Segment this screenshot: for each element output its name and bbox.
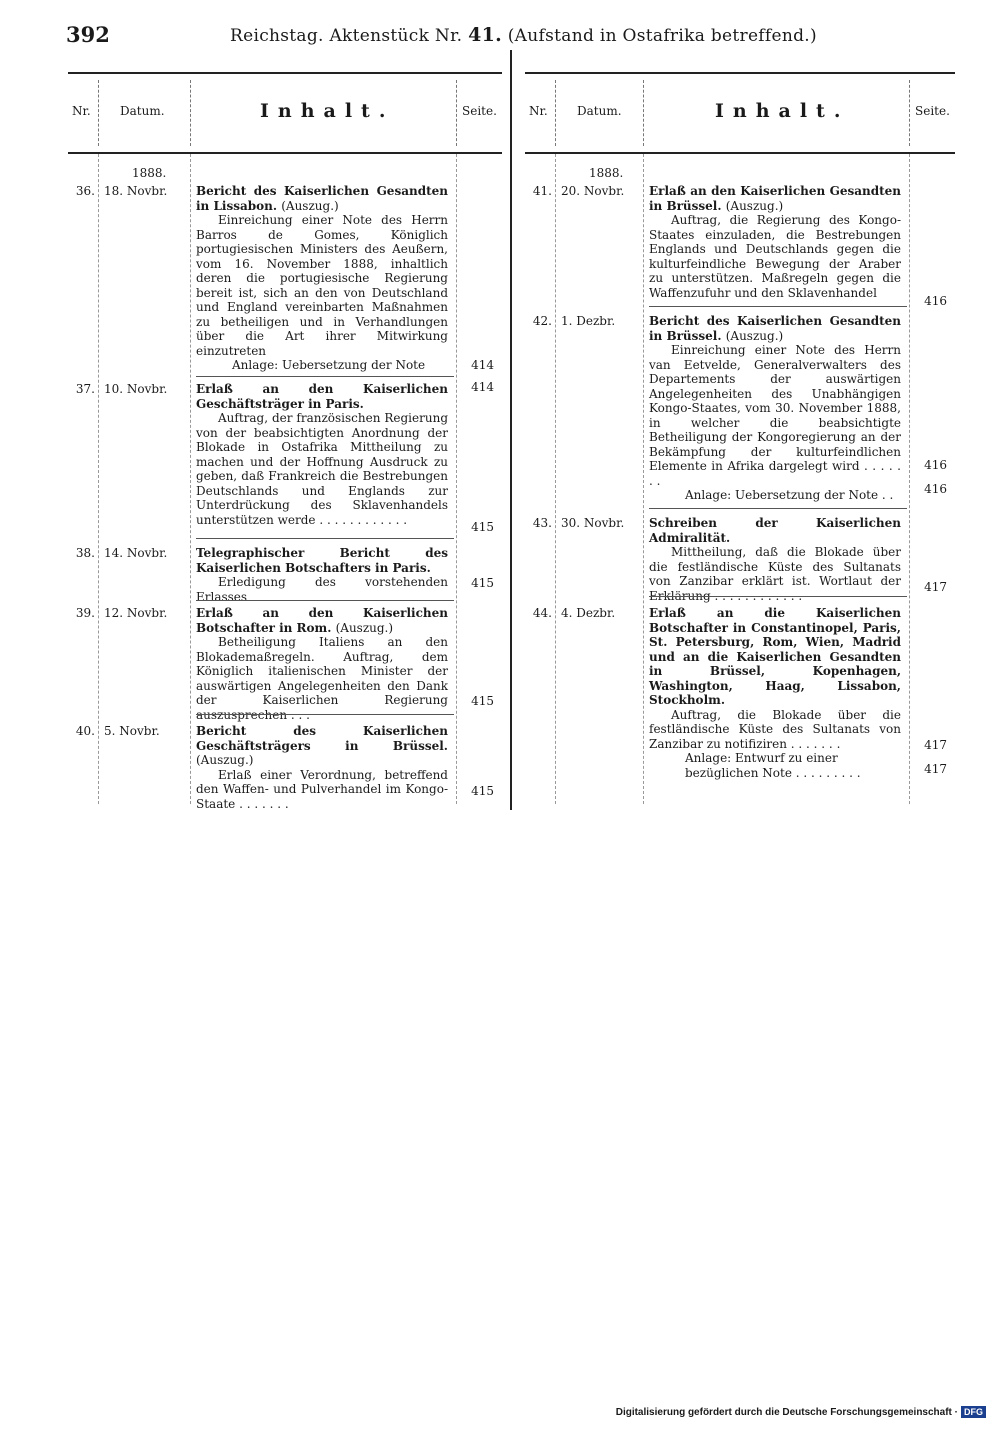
entry-date: 4. Dezbr. xyxy=(561,606,616,620)
entry-title-text: Erlaß an den Kaiserlichen Gesandten in Brüssel. xyxy=(649,184,901,213)
entry-date: 1. Dezbr. xyxy=(561,314,616,328)
digitization-credit xyxy=(616,1406,986,1418)
entry-date: 5. Novbr. xyxy=(104,724,160,738)
entry-subtitle: (Auszug.) xyxy=(196,753,254,767)
entry-number: 39. xyxy=(75,606,95,620)
entry-content xyxy=(649,314,901,503)
entry-page: 415 xyxy=(471,520,494,534)
entry-page: 414 xyxy=(471,358,494,372)
entry-date: 10. Novbr. xyxy=(104,382,168,396)
entry-content xyxy=(196,184,448,373)
column-rule xyxy=(555,154,556,804)
entry-number: 44. xyxy=(532,606,552,620)
entry-separator xyxy=(649,508,907,509)
entry-summary: Einreichung einer Note des Herrn van Eetvelde, Generalverwalters des Departements der auswärtigen Angelegenheiten des Unabhängigen Kongo-Staates, vom 30. November 1888, in welcher die beabsichtigte Betheiligung der Kongoregierung an der Bekämpfung der kulturfeindlichen Elemente in Afrika dargelegt wird . . . . . . . xyxy=(649,343,901,488)
entry-content xyxy=(196,724,448,811)
title-suffix: (Aufstand in Ostafrika betreffend.) xyxy=(507,26,817,46)
entry-number: 42. xyxy=(532,314,552,328)
entry-separator xyxy=(649,596,907,597)
entry-title: Erlaß an die Kaiserlichen Botschafter in Constantinopel, Paris, St. Petersburg, Rom, Wien, Madrid und an die Kaiserlichen Gesandten in Brüssel, Kopenhagen, Washington, Haag, Lissabon, Stockholm. xyxy=(649,606,901,707)
entry-attachment: Anlage: Entwurf zu einer bezüglichen Note . . . . . . . . . xyxy=(685,751,861,780)
entry-summary: Auftrag, die Blokade über die festländische Küste des Sultanats von Zanzibar zu notifiziren . . . . . . . xyxy=(649,707,901,751)
dfg-logo: DFG xyxy=(961,1406,986,1418)
entry-content xyxy=(196,606,448,722)
column-rule xyxy=(190,154,191,804)
header-datum: Datum. xyxy=(120,104,165,118)
entry-attachment: Anlage: Uebersetzung der Note xyxy=(232,358,426,372)
title-prefix: Reichstag. Aktenstück Nr. xyxy=(230,26,463,46)
entry-title: Erlaß an den Kaiserlichen Geschäftsträger in Paris. xyxy=(196,382,448,411)
credit-text: Digitalisierung gefördert durch die Deutsche Forschungsgemeinschaft · xyxy=(615,1407,958,1418)
column-rule xyxy=(643,154,644,804)
header-rule xyxy=(190,80,191,146)
entry-content xyxy=(649,606,901,780)
entry-separator xyxy=(196,714,454,715)
left-column xyxy=(68,72,502,814)
entry-content xyxy=(196,382,448,527)
left-entries xyxy=(68,154,502,814)
column-rule xyxy=(909,154,910,804)
entry-page: 415 xyxy=(471,694,494,708)
entry-subtitle: (Auszug.) xyxy=(725,198,784,213)
entry-title-text: Bericht des Kaiserlichen Gesandten in Lissabon. xyxy=(196,184,448,213)
header-nr: Nr. xyxy=(72,104,91,118)
entry-subtitle: (Auszug.) xyxy=(281,198,339,213)
entry-attachment: Anlage: Uebersetzung der Note . . xyxy=(685,488,894,502)
right-entries xyxy=(525,154,955,814)
attachment-page: 417 xyxy=(924,762,947,776)
entry-summary: Erledigung des vorstehenden Erlasses xyxy=(196,575,448,604)
entry-title-text: Bericht des Kaiserlichen Gesandten in Brüssel. xyxy=(649,314,901,343)
entry-summary: Einreichung einer Note des Herrn Barros de Gomes, Königlich portugiesischen Ministers des Aeußern, vom 16. November 1888, inhaltlich deren die portugiesische Regierung bereit ist, sich an den von Deutschland und England vereinbarten Maßnahmen zu betheiligen und in Verhandlungen über die Art ihrer Mitwirkung einzutreten xyxy=(196,213,448,358)
entry-date: 12. Novbr. xyxy=(104,606,168,620)
header-rule xyxy=(555,80,556,146)
entry-date: 18. Novbr. xyxy=(104,184,168,198)
document-number: 41. xyxy=(468,24,503,46)
entry-separator xyxy=(649,306,907,307)
entry-summary: Betheiligung Italiens an den Blokademaßregeln. Auftrag, dem Königlich italienischen Minister der auswärtigen Angelegenheiten den Dank der Kaiserlichen Regierung auszusprechen . . . xyxy=(196,635,448,722)
entry-title xyxy=(196,724,448,768)
header-rule xyxy=(909,80,910,146)
entry-title xyxy=(196,606,448,635)
page-header xyxy=(62,20,952,52)
entry-title-text: Erlaß an den Kaiserlichen Botschafter in Rom. xyxy=(196,606,448,635)
entry-page: 415 xyxy=(471,576,494,590)
year-label: 1888. xyxy=(132,166,167,180)
attachment-page: 416 xyxy=(924,482,947,496)
header-inhalt: Inhalt. xyxy=(715,100,850,122)
header-seite: Seite. xyxy=(462,104,497,118)
left-column-header xyxy=(68,72,502,154)
entry-content xyxy=(196,546,448,604)
header-rule xyxy=(98,80,99,146)
entry-summary: Auftrag, der französischen Regierung von der beabsichtigten Anordnung der Blokade in Ostafrika Mittheilung zu machen und der Hoffnung Ausdruck zu geben, daß Frankreich die Bestrebungen Deutschlands und Englands zur Unterdrückung des Sklavenhandels unterstützen werde . . . . . . . . . . . . xyxy=(196,411,448,527)
entry-page: 417 xyxy=(924,580,947,594)
entry-subtitle: (Auszug.) xyxy=(725,328,784,343)
entry-number: 40. xyxy=(75,724,95,738)
entry-title: Telegraphischer Bericht des Kaiserlichen Botschafters in Paris. xyxy=(196,546,448,575)
entry-separator xyxy=(196,600,454,601)
entry-subtitle: (Auszug.) xyxy=(335,620,394,635)
right-column xyxy=(525,72,955,814)
entry-content xyxy=(649,516,901,603)
running-title xyxy=(230,24,817,46)
header-nr: Nr. xyxy=(529,104,548,118)
attachment-page: 414 xyxy=(471,380,494,394)
entry-page: 415 xyxy=(471,784,494,798)
entry-page: 416 xyxy=(924,294,947,308)
column-rule xyxy=(456,154,457,804)
right-column-header xyxy=(525,72,955,154)
column-divider xyxy=(510,50,512,810)
entry-date: 20. Novbr. xyxy=(561,184,625,198)
entry-number: 38. xyxy=(75,546,95,560)
entry-summary: Auftrag, die Regierung des Kongo-Staates einzuladen, die Bestrebungen Englands und Deutschlands gegen die kulturfeindliche Bewegung der Araber zu unterstützen. Maßregeln gegen die Waffenzufuhr und den Sklavenhandel xyxy=(649,213,901,300)
entry-title xyxy=(649,184,901,213)
entry-summary: Erlaß einer Verordnung, betreffend den Waffen- und Pulverhandel im Kongo-Staate . . . . . . . xyxy=(196,767,448,811)
header-inhalt: Inhalt. xyxy=(260,100,395,122)
entry-title xyxy=(196,184,448,213)
entry-number: 43. xyxy=(532,516,552,530)
entry-content xyxy=(649,184,901,300)
entry-title: Schreiben der Kaiserlichen Admiralität. xyxy=(649,516,901,545)
entry-date: 30. Novbr. xyxy=(561,516,625,530)
entry-number: 37. xyxy=(75,382,95,396)
header-rule xyxy=(643,80,644,146)
header-datum: Datum. xyxy=(577,104,622,118)
entry-separator xyxy=(196,538,454,539)
column-rule xyxy=(98,154,99,804)
entry-date: 14. Novbr. xyxy=(104,546,168,560)
entry-summary: Mittheilung, daß die Blokade über die festländische Küste des Sultanats von Zanzibar erklärt ist. Wortlaut der Erklärung . . . . . . . . . . . . xyxy=(649,545,901,603)
header-rule xyxy=(456,80,457,146)
page-number: 392 xyxy=(66,22,110,47)
entry-page: 416 xyxy=(924,458,947,472)
entry-page: 417 xyxy=(924,738,947,752)
year-label: 1888. xyxy=(589,166,624,180)
entry-title-text: Bericht des Kaiserlichen Geschäftsträgers in Brüssel. xyxy=(196,724,448,753)
entry-title xyxy=(649,314,901,343)
entry-number: 41. xyxy=(532,184,552,198)
header-seite: Seite. xyxy=(915,104,950,118)
entry-separator xyxy=(196,376,454,377)
entry-number: 36. xyxy=(75,184,95,198)
